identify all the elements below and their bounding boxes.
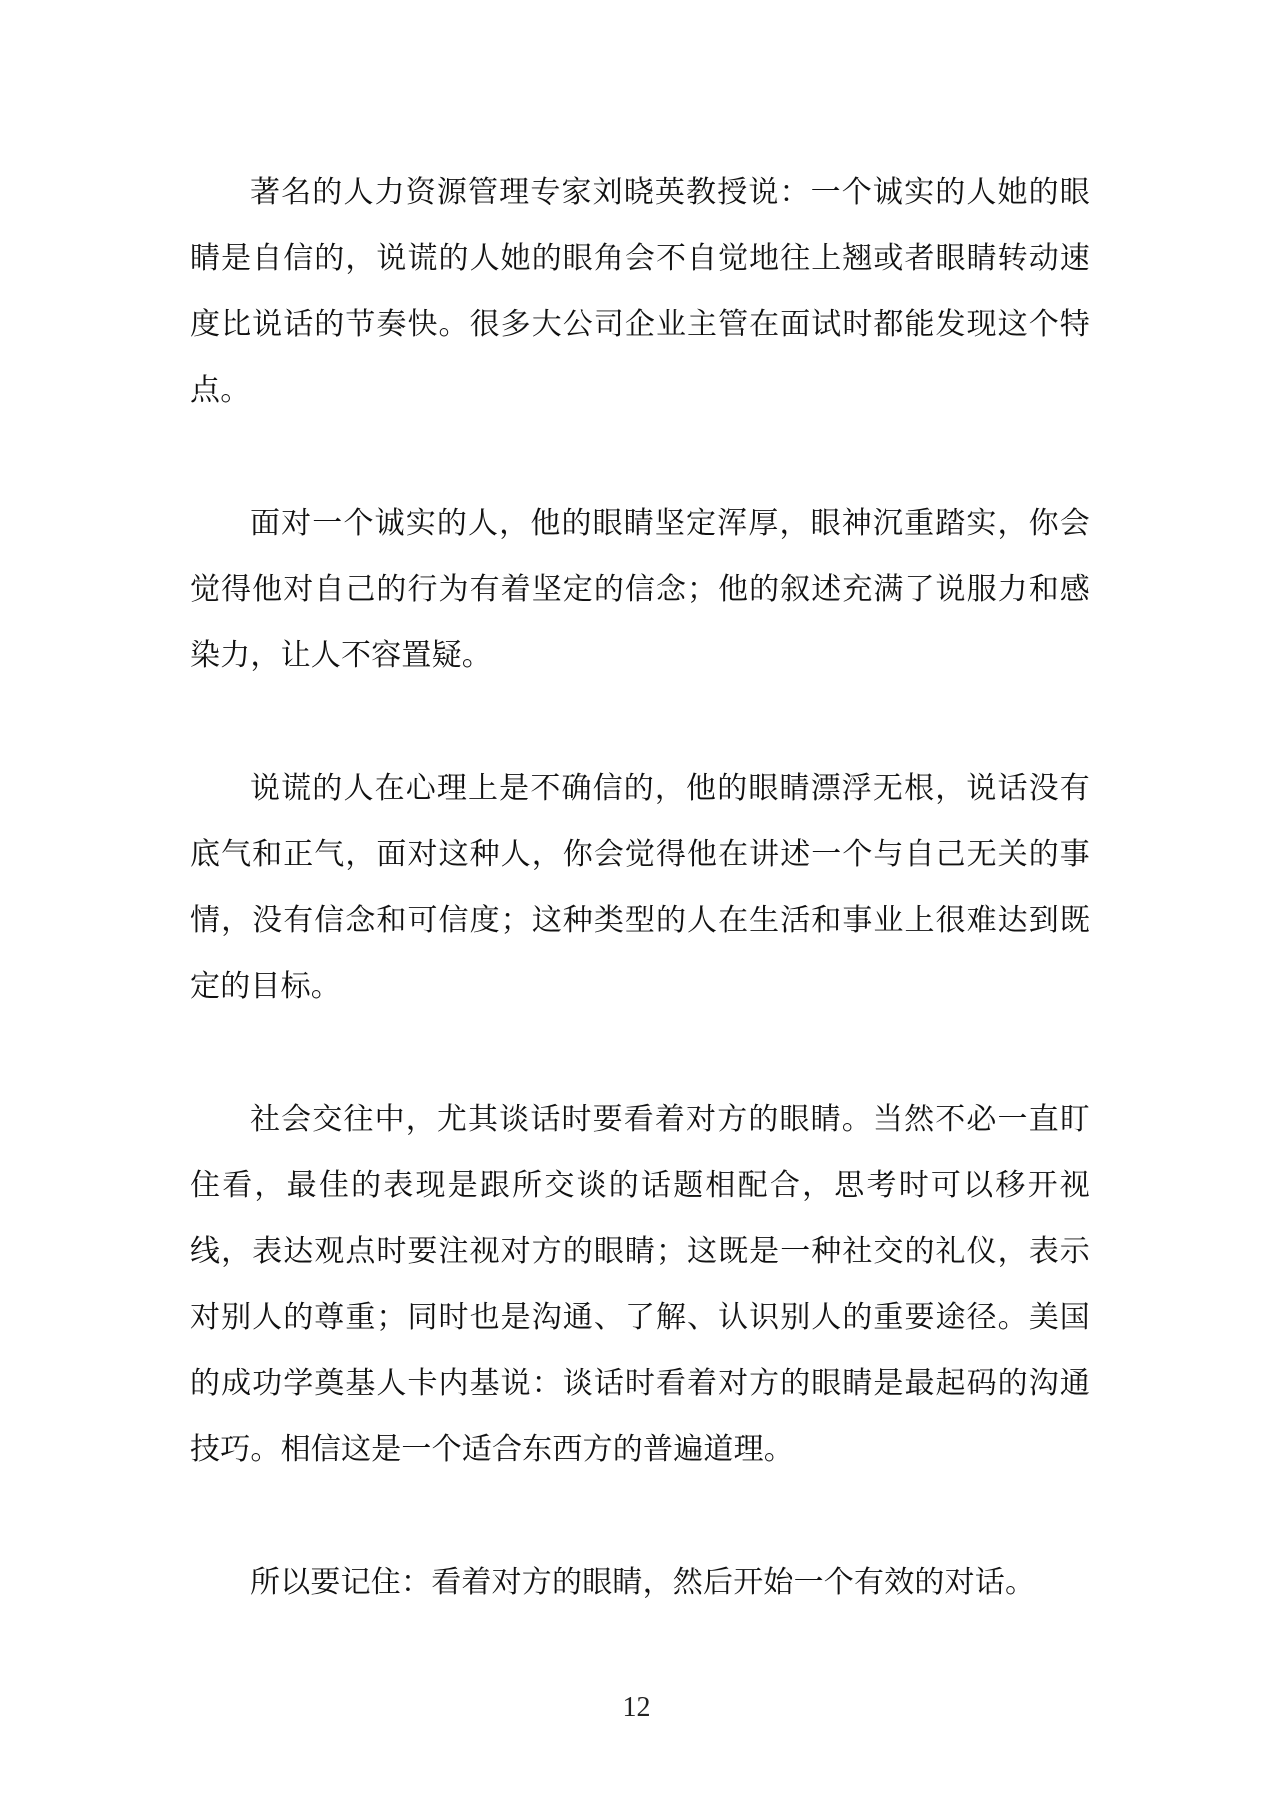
- paragraph: 说谎的人在心理上是不确信的，他的眼睛漂浮无根，说话没有底气和正气，面对这种人，你会觉得他在讲述一个与自己无关的事情，没有信念和可信度；这种类型的人在生活和事业上很难达到既定的目标。: [190, 771, 1090, 1004]
- paragraph: 所以要记住：看着对方的眼睛，然后开始一个有效的对话。: [250, 1565, 1036, 1600]
- body-text: [190, 160, 1090, 1683]
- paragraph: 著名的人力资源管理专家刘晓英教授说：一个诚实的人她的眼睛是自信的，说谎的人她的眼角会不自觉地往上翘或者眼睛转动速度比说话的节奏快。很多大公司企业主管在面试时都能发现这个特点。: [190, 175, 1090, 408]
- paragraph: 面对一个诚实的人，他的眼睛坚定浑厚，眼神沉重踏实，你会觉得他对自己的行为有着坚定的信念；他的叙述充满了说服力和感染力，让人不容置疑。: [190, 506, 1090, 673]
- page-number: 12: [622, 1692, 651, 1723]
- paragraph: 社会交往中，尤其谈话时要看着对方的眼睛。当然不必一直盯住看，最佳的表现是跟所交谈的话题相配合，思考时可以移开视线，表达观点时要注视对方的眼睛；这既是一种社交的礼仪，表示对别人的尊重；同时也是沟通、了解、认识别人的重要途径。美国的成功学奠基人卡内基说：谈话时看着对方的眼睛是最起码的沟通技巧。相信这是一个适合东西方的普遍道理。: [190, 1102, 1090, 1467]
